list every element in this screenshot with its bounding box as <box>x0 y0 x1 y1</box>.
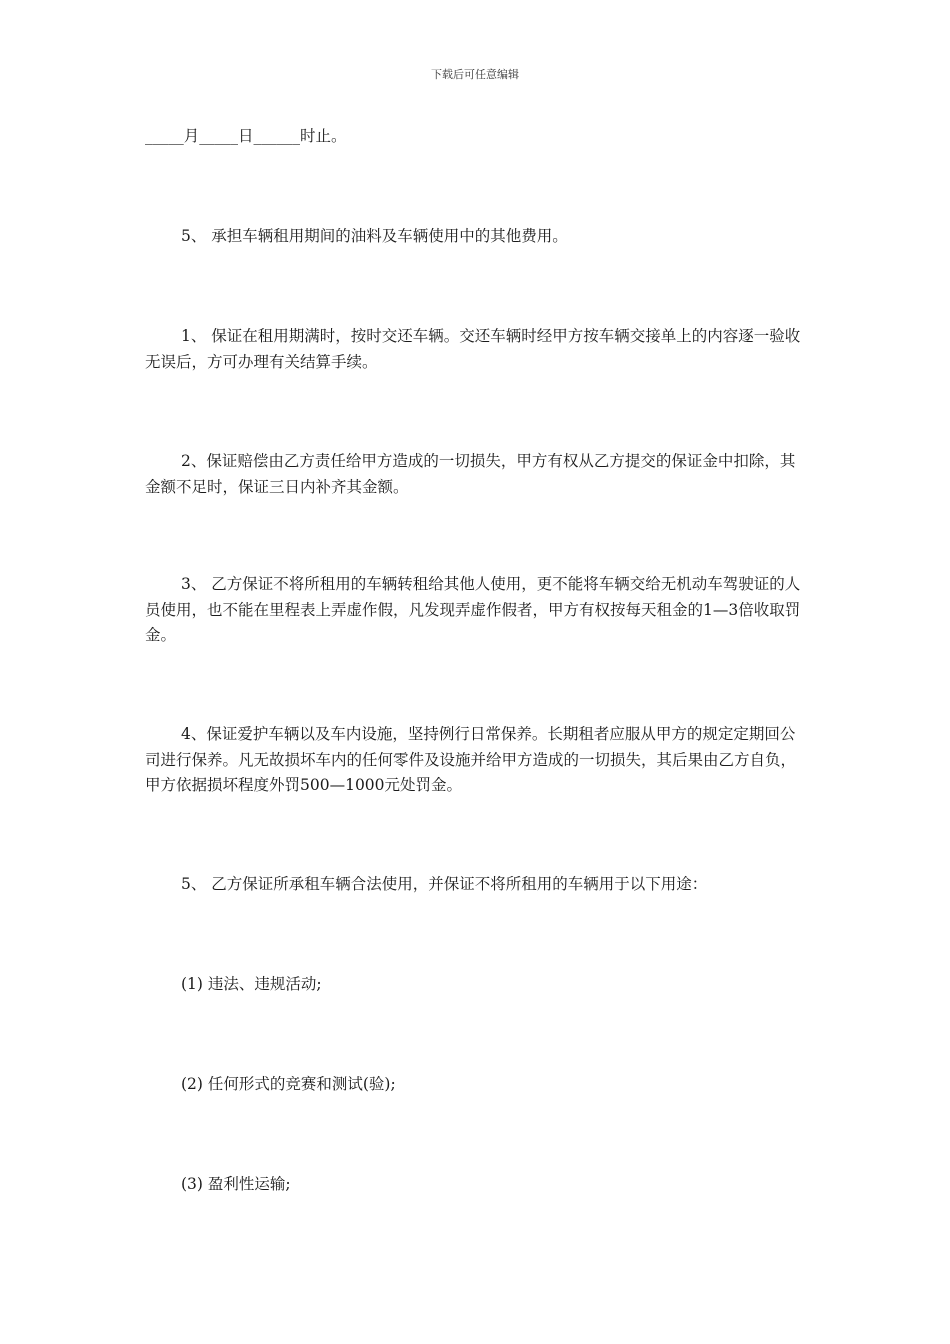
page-header: 下载后可任意编辑 <box>431 68 519 81</box>
paragraph-fuel-costs: 5、 承担车辆租用期间的油料及车辆使用中的其他费用。 <box>181 227 568 245</box>
paragraph-compensation: 2、保证赔偿由乙方责任给甲方造成的一切损失，甲方有权从乙方提交的保证金中扣除，其金额不足时，保证三日内补齐其金额。 <box>145 452 796 496</box>
paragraph-no-sublease: 3、 乙方保证不将所租用的车辆转租给其他人使用，更不能将车辆交给无机动车驾驶证的人员使用，也不能在里程表上弄虚作假，凡发现弄虚作假者，甲方有权按每天租金的1—3倍收取罚金。 <box>145 575 801 644</box>
paragraph-return-vehicle: 1、 保证在租用期满时，按时交还车辆。交还车辆时经甲方按车辆交接单上的内容逐一验收无误后，方可办理有关结算手续。 <box>145 327 801 371</box>
list-item-illegal: (1) 违法、违规活动; <box>181 975 322 993</box>
paragraph-legal-use: 5、 乙方保证所承租车辆合法使用，并保证不将所租用的车辆用于以下用途： <box>181 875 708 893</box>
list-item-racing: (2) 任何形式的竞赛和测试(验); <box>181 1075 396 1093</box>
paragraph-maintenance: 4、保证爱护车辆以及车内设施，坚持例行日常保养。长期租者应服从甲方的规定定期回公司进行保养。凡无故损坏车内的任何零件及设施并给甲方造成的一切损失，其后果由乙方自负，甲方依据损坏程度外罚500—1000元处罚金。 <box>145 725 797 794</box>
paragraph-date-end: _____月_____日______时止。 <box>145 127 347 145</box>
list-item-commercial: (3) 盈利性运输; <box>181 1175 291 1193</box>
